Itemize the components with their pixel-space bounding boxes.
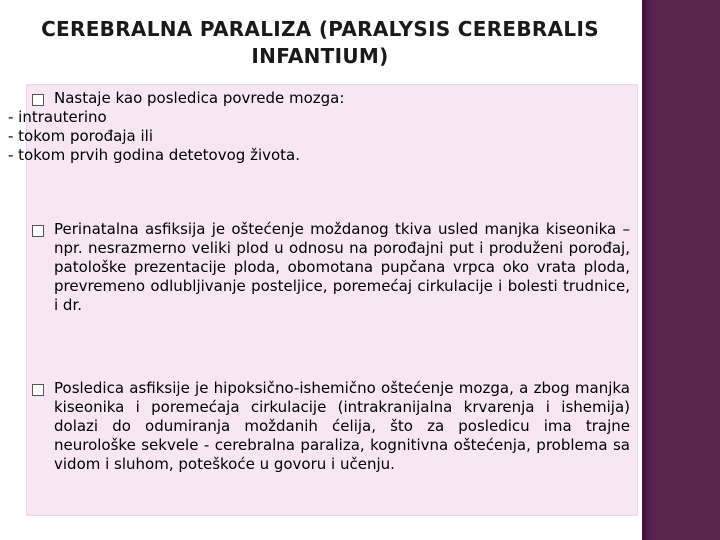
intro-item: - tokom prvih godina detetovog života. [8,146,301,164]
intro-heading: Nastaje kao posledica povrede mozga: [54,89,345,107]
decorative-side-band [642,0,720,540]
bullet-icon [32,94,44,106]
paragraph-asphyxia-consequences: Posledica asfiksije je hipoksično-ishemično oštećenje mozga, a zbog manjka kiseonika i poremećaja cirkulacije (intrakranijalna krvarenja i ishemija) dolazi do odumiranja moždanih ćelija, što za posledicu ima trajne neurološke sekvele - cerebralna paraliza, kognitivna oštećenja, problema sa vidom i sluhom, poteškoće u govoru i učenju. [54,379,630,473]
paragraph-perinatal-asphyxia: Perinatalna asfiksija je oštećenje moždanog tkiva usled manjka kiseonika – npr. nesrazmerno veliki plod u odnosu na porođajni put i produženi porođaj, patološke prezentacije ploda, obomotana pupčana vrpca oko vrata ploda, prevremeno odlubljivanje posteljice, poremećaj cirkulacije i bolesti trudnice, i dr. [54,220,630,314]
bullet-icon [32,225,44,237]
intro-item: - intrauterino [8,108,107,126]
slide-title: CEREBRALNA PARALIZA (PARALYSIS CEREBRALIS INFANTIUM) [41,17,599,68]
intro-item: - tokom porođaja ili [8,127,154,145]
intro-list [8,108,568,165]
bullet-icon [32,384,44,396]
